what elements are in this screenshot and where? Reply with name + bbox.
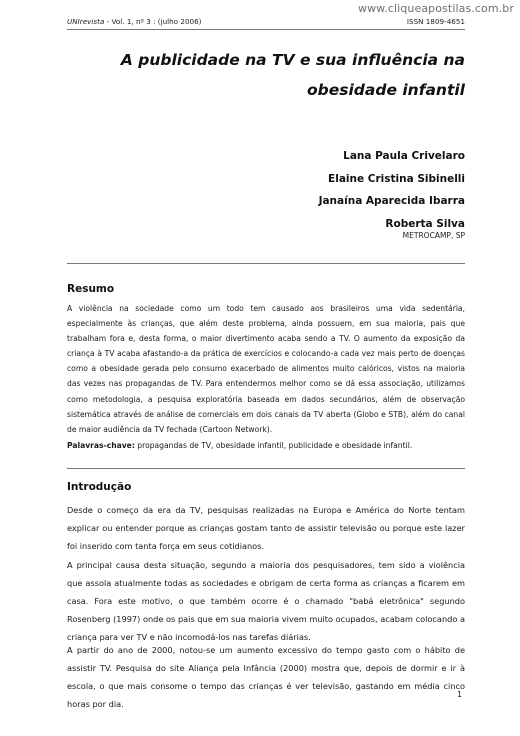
author-name: Elaine Cristina Sibinelli xyxy=(328,172,465,185)
title-line-2: obesidade infantil xyxy=(307,81,465,99)
keywords-text: propagandas de TV, obesidade infantil, publicidade e obesidade infantil. xyxy=(134,441,413,450)
journal-citation xyxy=(67,17,201,26)
issn: ISSN 1809-4651 xyxy=(406,17,465,26)
author-name: Roberta Silva xyxy=(385,217,465,230)
introduction-paragraph: A partir do ano de 2000, notou-se um aumento excessivo do tempo gasto com o hábito de assistir TV. Pesquisa do site Aliança pela Infância (2000) mostra que, depois de dormir e ir à escola, o que mais consome o tempo das crianças é ver televisão, gastando em média cinco horas por dia. xyxy=(67,645,465,709)
section-divider xyxy=(67,263,465,264)
keywords xyxy=(67,441,465,450)
title-line-1: A publicidade na TV e sua influência na xyxy=(120,51,465,69)
running-header xyxy=(67,15,465,30)
introduction-paragraph: Desde o começo da era da TV, pesquisas realizadas na Europa e América do Norte tentam explicar ou entender porque as crianças gostam tanto de assistir televisão ou porque este lazer foi inserido com tanta força em seus cotidianos. xyxy=(67,505,465,551)
author-affiliation: METROCAMP, SP xyxy=(402,231,465,240)
article-title xyxy=(65,45,465,105)
introduction-paragraph: A principal causa desta situação, segundo a maioria dos pesquisadores, tem sido a violência que assola atualmente todas as sociedades e obrigam de certa forma as crianças a ficarem em casa. Fora este motivo, o que também ocorre é o chamado "babá eletrônica" segundo Rosenberg (1997) onde os pais que em sua maioria vivem muito ocupados, acabam colocando a criança para ver TV e não incomodá-los nas tarefas diárias. xyxy=(67,560,465,642)
journal-volume: - Vol. 1, nº 3 : (julho 2006) xyxy=(104,17,202,26)
section-divider xyxy=(67,468,465,469)
author-name: Janaína Aparecida Ibarra xyxy=(318,195,465,207)
journal-name: UNIrevista xyxy=(67,17,105,26)
page-number: 1 xyxy=(457,690,463,699)
abstract-text: A violência na sociedade como um todo tem causado aos brasileiros uma vida sedentária, especialmente às crianças, que além deste problema, ainda possuem, em sua maioria, pais que trabalham fora e, desta forma, o maior divertimento acaba sendo a TV. O aumento da exposição da criança à TV acaba afastando-a da prática de exercícios e colocando-a cada vez mais perto de doenças como a obesidade gerada pelo consumo exacerbado de alimentos muito calóricos, vistos na maioria das vezes nas propagandas de TV. Para entendermos melhor como se dá essa associação, utilizamos como metodologia, a pesquisa exploratória baseada em dados secundários, além de observação sistemática através de análise de comerciais em dois canais da TV aberta (Globo e STB), além do canal de maior audiência da TV fechada (Cartoon Network). xyxy=(67,304,465,434)
keywords-label: Palavras-chave: xyxy=(67,441,135,450)
abstract-heading: Resumo xyxy=(67,283,115,295)
author-name: Lana Paula Crivelaro xyxy=(343,150,465,162)
watermark-url: www.cliqueapostilas.com.br xyxy=(357,2,514,15)
author-list xyxy=(65,145,465,240)
introduction-heading: Introdução xyxy=(67,481,132,493)
